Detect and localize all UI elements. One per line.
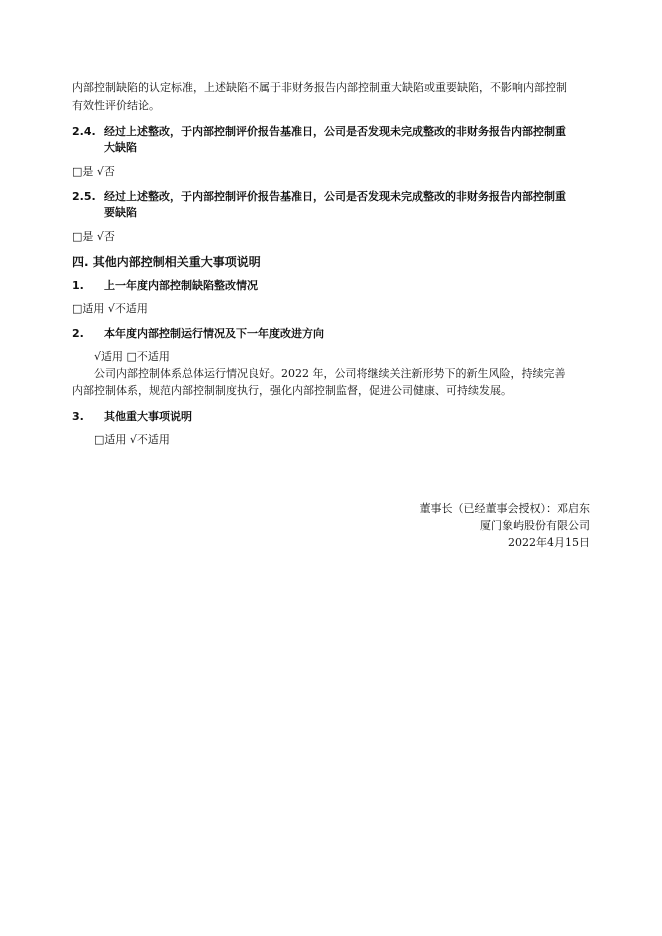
item-1-title xyxy=(72,278,258,294)
q25-number: 2.5. xyxy=(72,190,96,203)
item-2-number: 2. xyxy=(72,327,84,340)
q25-line-1: 经过上述整改，于内部控制评价报告基准日，公司是否发现未完成整改的非财务报告内部控制重 xyxy=(104,190,566,203)
item-3-answer: □适用 √不适用 xyxy=(94,433,170,446)
intro-line-1: 内部控制缺陷的认定标准，上述缺陷不属于非财务报告内部控制重大缺陷或重要缺陷，不影响内部控制 xyxy=(72,81,567,94)
q24-question xyxy=(72,124,566,140)
item-2-label: 本年度内部控制运行情况及下一年度改进方向 xyxy=(104,327,324,340)
q24-number: 2.4. xyxy=(72,125,96,138)
signature-signer: 董事长（已经董事会授权）：邓启东 xyxy=(419,502,590,515)
signature-company: 厦门象屿股份有限公司 xyxy=(480,519,590,532)
q25-answer: □是 √否 xyxy=(72,230,115,243)
item-1-label: 上一年度内部控制缺陷整改情况 xyxy=(104,279,258,292)
intro-line-2: 有效性评价结论。 xyxy=(72,99,160,112)
q24-line-2: 大缺陷 xyxy=(104,141,137,154)
item-2-text-line-2: 内部控制体系，规范内部控制制度执行，强化内部控制监督，促进公司健康、可持续发展。 xyxy=(72,384,512,397)
item-3-label: 其他重大事项说明 xyxy=(104,410,192,423)
item-3-number: 3. xyxy=(72,410,84,423)
item-2-title xyxy=(72,326,324,342)
item-1-number: 1. xyxy=(72,279,84,292)
item-2-answer: √适用 □不适用 xyxy=(94,350,170,363)
item-3-title xyxy=(72,409,192,425)
section-4-title: 四. 其他内部控制相关重大事项说明 xyxy=(72,255,261,269)
q25-line-2: 要缺陷 xyxy=(104,206,137,219)
item-1-answer: □适用 √不适用 xyxy=(72,302,148,315)
q24-answer: □是 √否 xyxy=(72,165,115,178)
q25-question xyxy=(72,189,566,205)
q24-line-1: 经过上述整改，于内部控制评价报告基准日，公司是否发现未完成整改的非财务报告内部控制重 xyxy=(104,125,566,138)
item-2-text-line-1: 公司内部控制体系总体运行情况良好。2022 年，公司将继续关注新形势下的新生风险，持续完善 xyxy=(94,367,566,380)
signature-date: 2022年4月15日 xyxy=(508,536,590,549)
